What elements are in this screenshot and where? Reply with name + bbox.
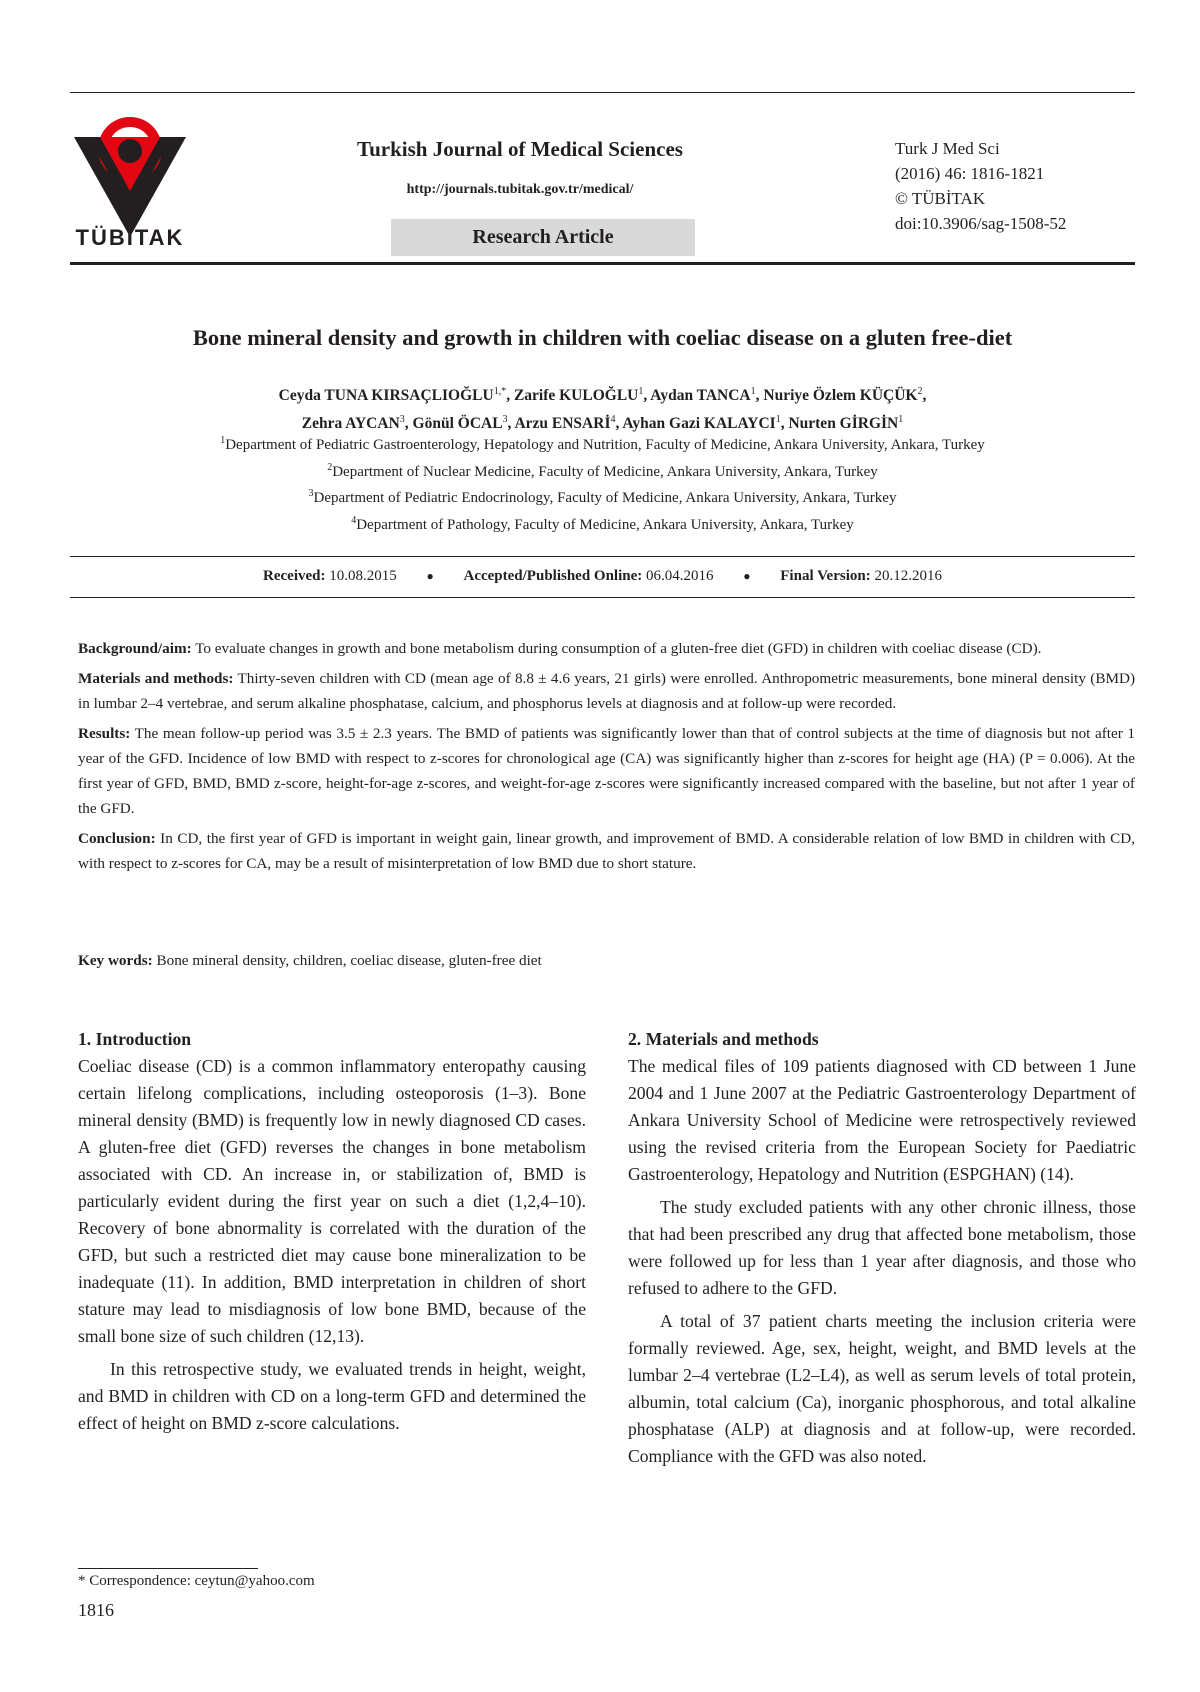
dates-bottom-rule: [70, 597, 1135, 598]
bullet-icon: ●: [743, 569, 751, 584]
abstract-results: Results: The mean follow-up period was 3.5 ± 2.3 years. The BMD of patients was significantly lower than that of control subjects at the time of diagnosis but not after 1 year of the GFD. Incidence of low BMD with respect to z-scores for chronological age (CA) was significantly higher than z-scores for height age (HA) (P = 0.006). At the first year of GFD, BMD, BMD z-score, height-for-age z-scores, and weight-for-age z-scores were significantly increased compared with the baseline, but not after 1 year of the GFD.: [78, 725, 1135, 817]
header-bottom-rule: [70, 262, 1135, 265]
affiliation: $^2$Department of Nuclear Medicine, Faculty of Medicine, Ankara University, Ankara, Turkey: [327, 461, 878, 480]
author: Nuriye Özlem KÜÇÜK: [763, 387, 918, 405]
introduction-section: [78, 1026, 586, 1443]
journal-title: Turkish Journal of Medical Sciences: [357, 137, 683, 161]
affiliation: $^4$Department of Pathology, Faculty of Medicine, Ankara University, Ankara, Turkey: [351, 514, 854, 533]
accepted-date: 06.04.2016: [646, 568, 714, 584]
affiliation: $^1$Department of Pediatric Gastroenterology, Hepatology and Nutrition, Faculty of Medicine, Ankara University, Ankara, Turkey: [220, 435, 985, 453]
publication-dates: Received: 10.08.2015 ● Accepted/Published Online: 06.04.2016 ● Final Version: 20.12.2016: [263, 568, 942, 584]
abstract: [78, 636, 1135, 881]
journal-url[interactable]: http://journals.tubitak.gov.tr/medical/: [406, 182, 634, 197]
methods-section: [628, 1026, 1136, 1476]
article-title: Bone mineral density and growth in children with coeliac disease on a gluten free-diet: [192, 325, 1013, 350]
footnote-rule: [78, 1568, 258, 1569]
dates-top-rule: [70, 556, 1135, 557]
citation-volume: (2016) 46: 1816-1821: [895, 164, 1045, 183]
author: Nurten GİRGİN: [788, 415, 899, 433]
received-date: 10.08.2015: [329, 568, 397, 584]
abstract-methods: Materials and methods: Thirty-seven children with CD (mean age of 8.8 ± 4.6 years, 21 girls) were enrolled. Anthropometric measurements, bone mineral density (BMD) in lumbar 2–4 vertebrae, and serum alkaline phosphatase, calcium, and phosphorus levels at diagnosis and at follow-up were recorded.: [78, 670, 1136, 712]
section-heading: 1. Introduction: [78, 1029, 192, 1049]
affiliation: $^3$Department of Pediatric Endocrinology, Faculty of Medicine, Ankara University, Ankara, Turkey: [308, 488, 897, 506]
paragraph: In this retrospective study, we evaluated trends in height, weight, and BMD in children with CD on a long-term GFD and determined the effect of height on BMD z-score calculations.: [78, 1359, 586, 1433]
citation-block: [895, 136, 1066, 236]
correspondence-footnote: * Correspondence: ceytun@yahoo.com: [78, 1573, 315, 1589]
paragraph: A total of 37 patient charts meeting the inclusion criteria were formally reviewed. Age, sex, height, weight, and BMD levels at the lumbar 2–4 vertebrae (L2–L4), as well as serum levels of total protein, albumin, total calcium (Ca), inorganic phosphorous, and total alkaline phosphatase (ALP) at diagnosis and at follow-up, were recorded. Compliance with the GFD was also noted.: [628, 1311, 1136, 1466]
logo-text: TÜBİTAK: [75, 225, 185, 250]
tubitak-logo: [70, 107, 190, 257]
top-rule: [70, 92, 1135, 93]
citation-doi[interactable]: doi:10.3906/sag-1508-52: [895, 214, 1067, 233]
keywords: Key words: Bone mineral density, children, coeliac disease, gluten-free diet: [78, 952, 542, 969]
citation-journal: Turk J Med Sci: [895, 139, 1000, 158]
author-list: [70, 380, 1135, 436]
author-line-1: Ceyda TUNA $KIRSAÇLIOĞLU^{1,*}$, Zarife KULOĞLU$^1$, Aydan TANCA$^1$, Nuriye Özlem KÜÇÜK$^2$,: [278, 386, 927, 405]
abstract-background: Background/aim: To evaluate changes in growth and bone metabolism during consumption of a gluten-free diet (GFD) in children with coeliac disease (CD).: [78, 640, 1042, 657]
author: Ceyda TUNA KIRSAÇLIOĞLU: [278, 387, 494, 405]
abstract-conclusion: Conclusion: In CD, the first year of GFD is important in weight gain, linear growth, and improvement of BMD. A considerable relation of low BMD in children with CD, with respect to z-scores for CA, may be a result of misinterpretation of low BMD due to short stature.: [78, 830, 1136, 872]
paragraph: Coeliac disease (CD) is a common inflammatory enteropathy causing certain lifelong complications, including osteoporosis (1–3). Bone mineral density (BMD) is frequently low in newly diagnosed CD cases. A gluten-free diet (GFD) reverses the changes in bone metabolism associated with CD. An increase in, or stabilization of, BMD is particularly evident during the first year on such a diet (1,2,4–10). Recovery of bone abnormality is correlated with the duration of the GFD, but such a restricted diet may cause bone mineralization to be inadequate (11). In addition, BMD interpretation in children of short stature may lead to misdiagnosis of low bone BMD, because of the small bone size of such children (12,13).: [78, 1056, 586, 1346]
affiliation-list: [70, 430, 1135, 536]
author: Gönül ÖCAL: [412, 415, 503, 433]
author: Arzu ENSARİ: [514, 415, 611, 433]
author-line-2: Zehra AYCAN$^3$, Gönül ÖCAL$^3$, Arzu ENSARİ$^4$, Ayhan Gazi KALAYCI$^1$, Nurten GİRGİN$^1$: [301, 414, 904, 433]
author: Ayhan Gazi KALAYCI: [622, 415, 776, 433]
author: Zarife KULOĞLU: [513, 387, 639, 405]
section-heading: 2. Materials and methods: [628, 1029, 819, 1049]
page-number: 1816: [78, 1600, 114, 1620]
paragraph: The study excluded patients with any other chronic illness, those that had been prescribed any drug that affected bone metabolism, those were followed up for less than 1 year after diagnosis, and those who refused to adhere to the GFD.: [628, 1197, 1136, 1298]
author: Aydan TANCA: [650, 387, 751, 405]
author: Zehra AYCAN: [301, 415, 400, 433]
article-type-label: Research Article: [391, 219, 695, 256]
paragraph: The medical files of 109 patients diagnosed with CD between 1 June 2004 and 1 June 2007 at the Pediatric Gastroenterology Department of Ankara University School of Medicine were retrospectively reviewed using the revised criteria from the European Society for Paediatric Gastroenterology, Hepatology and Nutrition (ESPGHAN) (14).: [628, 1056, 1136, 1184]
citation-copyright: © TÜBİTAK: [895, 189, 986, 208]
final-date: 20.12.2016: [874, 568, 942, 584]
bullet-icon: ●: [426, 569, 434, 584]
